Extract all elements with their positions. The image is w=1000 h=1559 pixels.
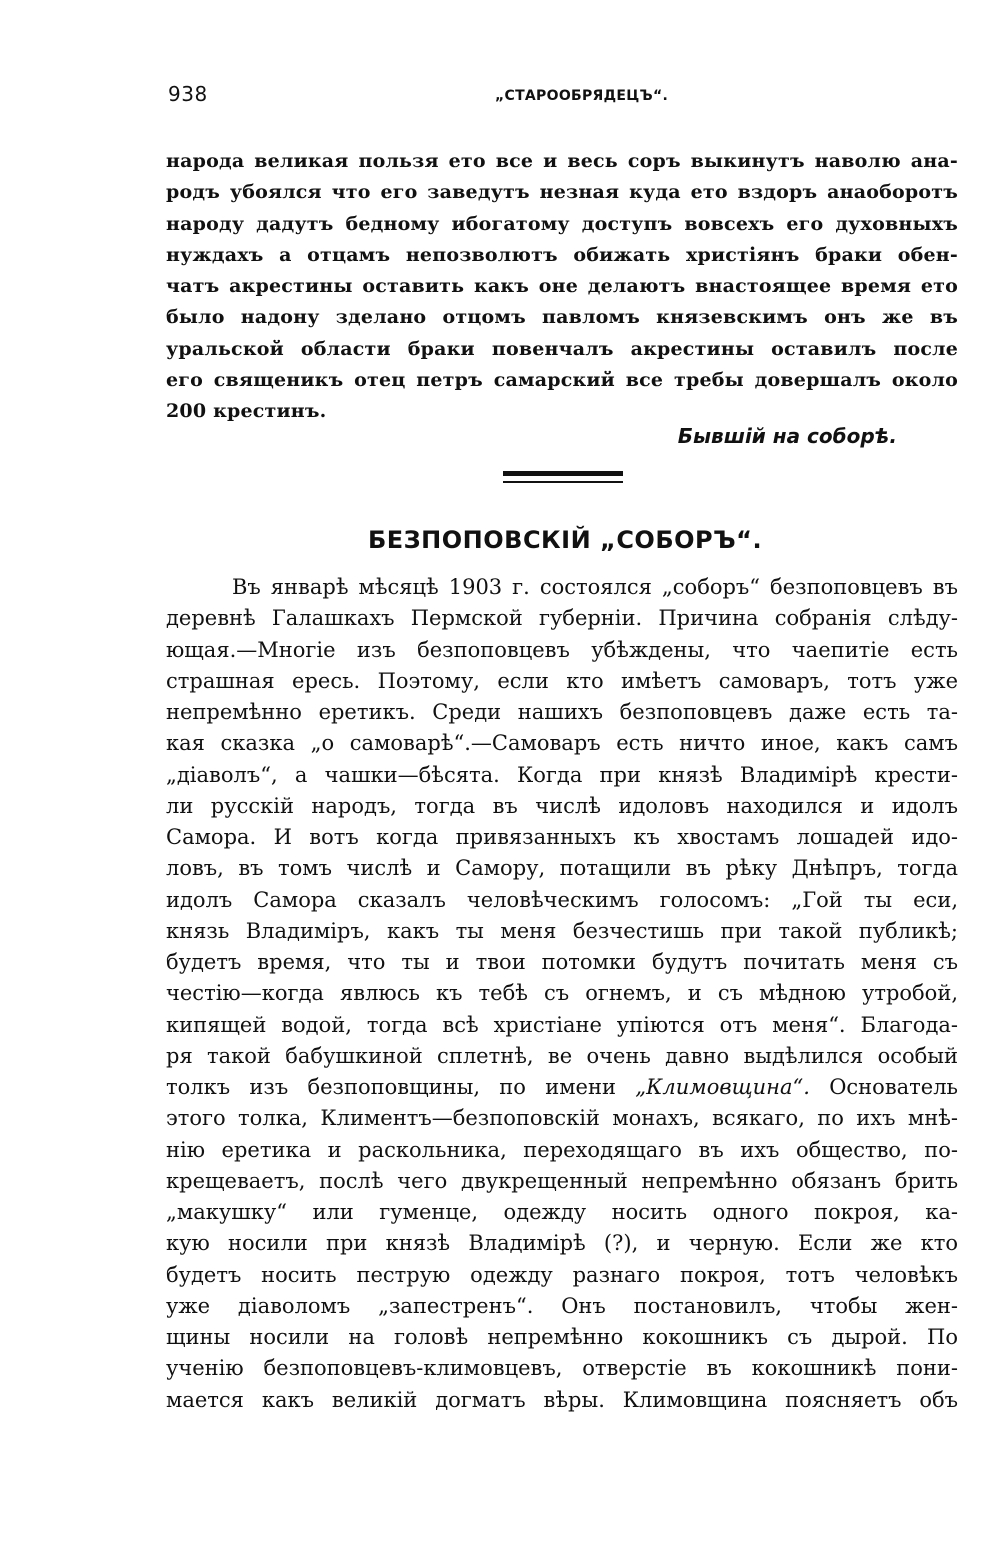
section-divider-thin [503,481,623,483]
text-line: родъ убоялся что его заведутъ незная куда ето вздоръ анаоборотъ [166,181,958,204]
text-line: крещеваетъ, послѣ чего двукрещенный непремѣнно обязанъ брить [166,1168,958,1193]
journal-title: „СТАРООБРЯДЕЦЪ“. [495,88,669,104]
text-line: Въ январѣ мѣсяцѣ 1903 г. состоялся „соборъ“ безпоповцевъ въ [232,575,958,599]
text-line: ющая.—Многiе изъ безпоповцевъ убѣждены, что чаепитiе есть [166,637,958,662]
text-line: его священикъ отец петръ самарский все требы довершалъ около [166,369,958,392]
text-line: народу дадутъ бедному ибогатому доступъ вовсехъ его духовныхъ [166,212,958,235]
text-line: деревнѣ Галашкахъ Пермской губернiи. Причина собранiя слѣду- [166,606,958,631]
section-divider-thick [503,471,623,476]
letter-paragraph [166,146,958,428]
text-line: щины носили на головѣ непремѣнно кокошникъ съ дырой. По [166,1325,958,1349]
text-line: князь Владимiръ, какъ ты меня безчестишь при такой публикѣ; [166,918,958,943]
text-line: идолъ Самора сказалъ человѣческимъ голосомъ: „Гой ты еси, [166,887,958,912]
text-run: толкъ изъ безпоповщины, по имени [166,1075,616,1099]
text-line: непремѣнно еретикъ. Среди нашихъ безпоповцевъ даже есть та- [166,700,958,724]
article-title: БЕЗПОПОВСКIЙ „СОБОРЪ“. [367,526,763,554]
text-line: ловъ, въ томъ числѣ и Самору, потащили въ рѣку Днѣпръ, тогда [166,856,958,881]
text-line: кая сказка „о самоварѣ“.—Самоваръ есть ничто иное, какъ самъ [166,731,958,756]
text-line: „макушку“ или гуменце, одежду носить одного покроя, ка- [166,1200,958,1224]
letter-signature: Бывшiй на соборѣ. [677,424,897,448]
text-line: чатъ акрестины оставить какъ оне делаютъ внастоящее время ето [166,275,958,298]
text-run: Основатель [829,1075,958,1099]
text-line: мается какъ великiй догматъ вѣры. Климовщина поясняетъ объ [166,1387,958,1412]
text-line: ученiю безпоповцевъ-климовцевъ, отверстiе въ кокошникѣ пони- [166,1356,958,1381]
text-line: нiю еретика и раскольника, переходящаго въ ихъ общество, по- [166,1137,958,1162]
text-line: народа великая пользя ето все и весь соръ выкинутъ наволю ана- [166,150,958,172]
text-line: ря такой бабушкиной сплетнѣ, ве очень давно выдѣлился особый [166,1043,958,1068]
text-line: кую носили при князѣ Владимiрѣ (?), и черную. Если же кто [166,1231,958,1256]
text-line: страшная ересь. Поэтому, если кто имѣетъ самоваръ, тотъ уже [166,668,958,693]
text-line: этого толка, Климентъ—безпоповскiй монахъ, всякаго, по ихъ мнѣ- [166,1106,958,1131]
text-line: уже дiаволомъ „запестренъ“. Онъ постановилъ, чтобы жен- [166,1293,958,1318]
text-line: будетъ время, что ты и твои потомки будутъ почитать меня съ [166,950,958,974]
text-line: честiю—когда явлюсь къ тебѣ съ огнемъ, и съ мѣдною утробой, [166,981,958,1006]
text-line: кипящей водой, тогда всѣ христiане упiются отъ меня“. Благода- [166,1012,958,1037]
text-line: „дiаволъ“, а чашки—бѣсята. Когда при князѣ Владимiрѣ крести- [166,762,958,787]
text-line: ли русскiй народъ, тогда въ числѣ идоловъ находился и идолъ [166,793,958,818]
running-head [168,82,958,112]
sect-name-italic: „Климовщина“. [635,1075,810,1099]
article-paragraph [166,572,958,1416]
text-line-mixed [166,1072,958,1103]
text-line: будетъ носить пеструю одежду разнаго покроя, тотъ человѣкъ [166,1262,958,1287]
text-line: 200 крестинъ. [166,400,327,423]
text-line: Самора. И вотъ когда привязанныхъ къ хвостамъ лошадей идо- [166,825,958,849]
page-number: 938 [168,82,208,106]
text-line: уральской области браки повенчалъ акрестины оставилъ после [166,337,958,360]
text-line: нуждахъ а отцамъ непозволютъ обижать христiянъ браки обен- [166,243,958,266]
text-line: было надону зделано отцомъ павломъ князевскимъ онъ же въ [166,306,958,329]
